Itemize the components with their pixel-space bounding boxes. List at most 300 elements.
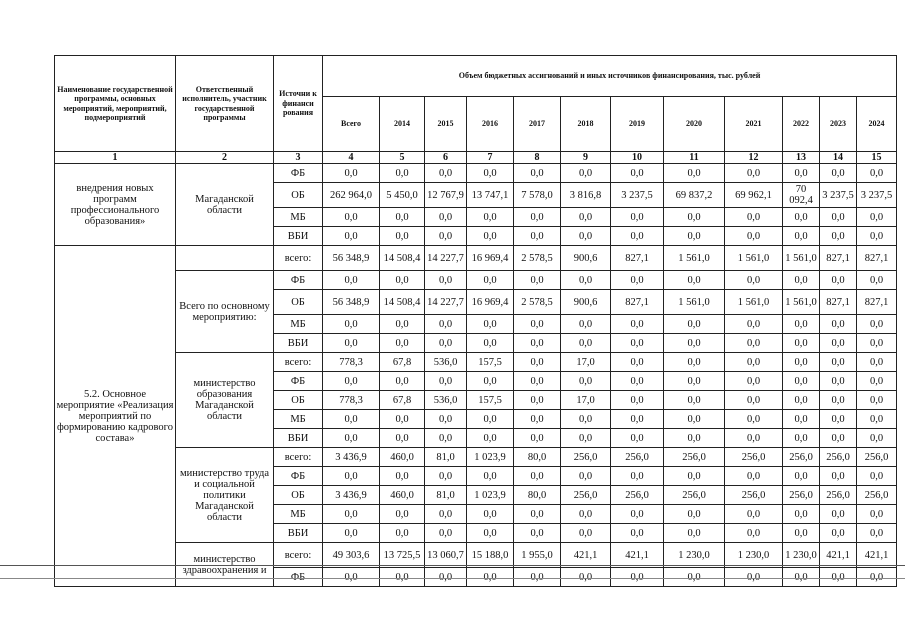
year-value-cell: 0,0 <box>380 334 425 353</box>
year-value-cell: 0,0 <box>857 391 897 410</box>
year-value-cell: 0,0 <box>467 568 514 587</box>
year-value-cell: 0,0 <box>611 410 664 429</box>
year-value-cell: 0,0 <box>783 467 820 486</box>
source-cell: ОБ <box>274 486 323 505</box>
year-value-cell: 0,0 <box>425 372 467 391</box>
year-value-cell: 256,0 <box>664 486 725 505</box>
year-value-cell: 0,0 <box>514 227 561 246</box>
total-cell: 262 964,0 <box>323 183 380 208</box>
year-value-cell: 256,0 <box>783 486 820 505</box>
source-cell: ВБИ <box>274 524 323 543</box>
year-value-cell: 0,0 <box>611 227 664 246</box>
header-budget-group: Объем бюджетных ассигнований и иных источников финансирования, тыс. рублей <box>323 56 897 97</box>
year-value-cell: 0,0 <box>857 227 897 246</box>
year-value-cell: 0,0 <box>514 410 561 429</box>
year-value-cell: 0,0 <box>514 353 561 372</box>
header-year: 2021 <box>725 97 783 152</box>
year-value-cell: 0,0 <box>725 164 783 183</box>
total-cell: 56 348,9 <box>323 290 380 315</box>
year-value-cell: 256,0 <box>664 448 725 467</box>
header-year: 2020 <box>664 97 725 152</box>
year-value-cell: 536,0 <box>425 353 467 372</box>
source-cell: МБ <box>274 208 323 227</box>
year-value-cell: 0,0 <box>725 227 783 246</box>
year-value-cell: 0,0 <box>467 208 514 227</box>
year-value-cell: 0,0 <box>380 429 425 448</box>
total-cell: 0,0 <box>323 505 380 524</box>
year-value-cell: 0,0 <box>783 271 820 290</box>
year-value-cell: 0,0 <box>611 391 664 410</box>
year-value-cell: 0,0 <box>514 208 561 227</box>
year-value-cell: 0,0 <box>664 524 725 543</box>
executor-cell <box>176 246 274 271</box>
year-value-cell: 0,0 <box>664 227 725 246</box>
year-value-cell: 3 237,5 <box>820 183 857 208</box>
year-value-cell: 0,0 <box>783 524 820 543</box>
year-value-cell: 0,0 <box>467 467 514 486</box>
header-year: 2019 <box>611 97 664 152</box>
year-value-cell: 1 023,9 <box>467 448 514 467</box>
total-cell: 0,0 <box>323 467 380 486</box>
year-value-cell: 0,0 <box>425 524 467 543</box>
year-value-cell: 3 816,8 <box>561 183 611 208</box>
year-value-cell: 70 092,4 <box>783 183 820 208</box>
column-number: 1 <box>55 152 176 164</box>
year-value-cell: 69 962,1 <box>725 183 783 208</box>
year-value-cell: 0,0 <box>857 505 897 524</box>
year-value-cell: 0,0 <box>514 505 561 524</box>
year-value-cell: 0,0 <box>425 227 467 246</box>
year-value-cell: 0,0 <box>857 271 897 290</box>
year-value-cell: 0,0 <box>425 334 467 353</box>
year-value-cell: 0,0 <box>425 568 467 587</box>
year-value-cell: 13 725,5 <box>380 543 425 568</box>
year-value-cell: 67,8 <box>380 353 425 372</box>
header-name: Наименование государственной программы, основных мероприятий, мероприятий, подмероприятий <box>55 56 176 152</box>
year-value-cell: 0,0 <box>467 410 514 429</box>
column-number: 7 <box>467 152 514 164</box>
year-value-cell: 0,0 <box>783 227 820 246</box>
total-cell: 56 348,9 <box>323 246 380 271</box>
year-value-cell: 827,1 <box>857 290 897 315</box>
year-value-cell: 0,0 <box>611 271 664 290</box>
year-value-cell: 0,0 <box>820 429 857 448</box>
year-value-cell: 0,0 <box>425 505 467 524</box>
column-number: 6 <box>425 152 467 164</box>
year-value-cell: 0,0 <box>664 372 725 391</box>
year-value-cell: 14 508,4 <box>380 290 425 315</box>
program-name-cell: внедрения новых программ профессионального образования» <box>55 164 176 246</box>
year-value-cell: 0,0 <box>725 391 783 410</box>
year-value-cell: 1 561,0 <box>664 246 725 271</box>
column-number: 5 <box>380 152 425 164</box>
year-value-cell: 0,0 <box>725 524 783 543</box>
year-value-cell: 0,0 <box>611 315 664 334</box>
source-cell: ФБ <box>274 271 323 290</box>
column-number: 14 <box>820 152 857 164</box>
column-number: 13 <box>783 152 820 164</box>
year-value-cell: 0,0 <box>820 524 857 543</box>
total-cell: 0,0 <box>323 227 380 246</box>
year-value-cell: 0,0 <box>820 164 857 183</box>
year-value-cell: 1 230,0 <box>664 543 725 568</box>
year-value-cell: 827,1 <box>820 290 857 315</box>
year-value-cell: 0,0 <box>561 410 611 429</box>
year-value-cell: 0,0 <box>783 505 820 524</box>
source-cell: МБ <box>274 505 323 524</box>
year-value-cell: 0,0 <box>561 271 611 290</box>
year-value-cell: 256,0 <box>611 448 664 467</box>
year-value-cell: 0,0 <box>561 372 611 391</box>
year-value-cell: 0,0 <box>783 391 820 410</box>
year-value-cell: 0,0 <box>857 353 897 372</box>
year-value-cell: 0,0 <box>611 164 664 183</box>
source-cell: ФБ <box>274 568 323 587</box>
source-cell: ФБ <box>274 467 323 486</box>
source-cell: ВБИ <box>274 334 323 353</box>
total-cell: 0,0 <box>323 410 380 429</box>
year-value-cell: 0,0 <box>467 271 514 290</box>
year-value-cell: 0,0 <box>611 524 664 543</box>
year-value-cell: 1 230,0 <box>725 543 783 568</box>
source-cell: всего: <box>274 353 323 372</box>
year-value-cell: 1 561,0 <box>725 290 783 315</box>
year-value-cell: 0,0 <box>820 271 857 290</box>
source-cell: ФБ <box>274 164 323 183</box>
year-value-cell: 0,0 <box>857 524 897 543</box>
year-value-cell: 0,0 <box>514 164 561 183</box>
total-cell: 778,3 <box>323 391 380 410</box>
year-value-cell: 0,0 <box>857 164 897 183</box>
year-value-cell: 0,0 <box>380 467 425 486</box>
column-number: 8 <box>514 152 561 164</box>
year-value-cell: 0,0 <box>664 391 725 410</box>
year-value-cell: 0,0 <box>857 334 897 353</box>
year-value-cell: 421,1 <box>561 543 611 568</box>
total-cell: 0,0 <box>323 524 380 543</box>
executor-cell: Всего по основному мероприятию: <box>176 271 274 353</box>
year-value-cell: 0,0 <box>611 372 664 391</box>
year-value-cell: 0,0 <box>783 410 820 429</box>
table-row <box>55 271 897 290</box>
header-year: 2023 <box>820 97 857 152</box>
year-value-cell: 0,0 <box>611 208 664 227</box>
year-value-cell: 0,0 <box>425 271 467 290</box>
year-value-cell: 7 578,0 <box>514 183 561 208</box>
year-value-cell: 0,0 <box>857 208 897 227</box>
year-value-cell: 14 508,4 <box>380 246 425 271</box>
executor-cell: Магаданской области <box>176 164 274 246</box>
header-year: 2024 <box>857 97 897 152</box>
year-value-cell: 0,0 <box>820 505 857 524</box>
year-value-cell: 0,0 <box>561 524 611 543</box>
source-cell: МБ <box>274 410 323 429</box>
year-value-cell: 0,0 <box>725 410 783 429</box>
year-value-cell: 0,0 <box>820 372 857 391</box>
year-value-cell: 256,0 <box>857 448 897 467</box>
year-value-cell: 0,0 <box>380 410 425 429</box>
year-value-cell: 0,0 <box>561 429 611 448</box>
year-value-cell: 5 450,0 <box>380 183 425 208</box>
year-value-cell: 0,0 <box>725 568 783 587</box>
header-year: 2014 <box>380 97 425 152</box>
header-total: Всего <box>323 97 380 152</box>
year-value-cell: 2 578,5 <box>514 290 561 315</box>
year-value-cell: 0,0 <box>561 334 611 353</box>
year-value-cell: 0,0 <box>611 353 664 372</box>
year-value-cell: 0,0 <box>514 315 561 334</box>
year-value-cell: 1 561,0 <box>664 290 725 315</box>
year-value-cell: 0,0 <box>857 467 897 486</box>
year-value-cell: 0,0 <box>857 568 897 587</box>
year-value-cell: 0,0 <box>857 372 897 391</box>
year-value-cell: 157,5 <box>467 391 514 410</box>
header-year: 2018 <box>561 97 611 152</box>
year-value-cell: 0,0 <box>664 208 725 227</box>
year-value-cell: 460,0 <box>380 448 425 467</box>
year-value-cell: 0,0 <box>857 429 897 448</box>
year-value-cell: 0,0 <box>725 353 783 372</box>
year-value-cell: 0,0 <box>425 315 467 334</box>
table-row <box>55 246 897 271</box>
year-value-cell: 256,0 <box>820 486 857 505</box>
total-cell: 0,0 <box>323 315 380 334</box>
source-cell: МБ <box>274 315 323 334</box>
table-row <box>55 353 897 372</box>
total-cell: 0,0 <box>323 568 380 587</box>
year-value-cell: 0,0 <box>857 315 897 334</box>
year-value-cell: 0,0 <box>380 315 425 334</box>
year-value-cell: 0,0 <box>664 271 725 290</box>
source-cell: ВБИ <box>274 227 323 246</box>
year-value-cell: 0,0 <box>857 410 897 429</box>
year-value-cell: 0,0 <box>514 372 561 391</box>
year-value-cell: 69 837,2 <box>664 183 725 208</box>
year-value-cell: 0,0 <box>380 524 425 543</box>
year-value-cell: 3 237,5 <box>857 183 897 208</box>
year-value-cell: 0,0 <box>611 429 664 448</box>
column-number: 9 <box>561 152 611 164</box>
total-cell: 0,0 <box>323 164 380 183</box>
year-value-cell: 1 023,9 <box>467 486 514 505</box>
year-value-cell: 81,0 <box>425 448 467 467</box>
year-value-cell: 0,0 <box>820 467 857 486</box>
year-value-cell: 0,0 <box>820 410 857 429</box>
year-value-cell: 0,0 <box>425 467 467 486</box>
year-value-cell: 0,0 <box>664 467 725 486</box>
year-value-cell: 0,0 <box>725 315 783 334</box>
year-value-cell: 0,0 <box>664 334 725 353</box>
year-value-cell: 3 237,5 <box>611 183 664 208</box>
total-cell: 0,0 <box>323 429 380 448</box>
year-value-cell: 0,0 <box>467 505 514 524</box>
year-value-cell: 0,0 <box>380 372 425 391</box>
year-value-cell: 0,0 <box>664 410 725 429</box>
year-value-cell: 0,0 <box>514 391 561 410</box>
header-year: 2022 <box>783 97 820 152</box>
source-cell: ВБИ <box>274 429 323 448</box>
year-value-cell: 0,0 <box>783 315 820 334</box>
year-value-cell: 0,0 <box>611 505 664 524</box>
year-value-cell: 0,0 <box>664 505 725 524</box>
year-value-cell: 0,0 <box>611 467 664 486</box>
year-value-cell: 0,0 <box>783 372 820 391</box>
year-value-cell: 17,0 <box>561 391 611 410</box>
column-number: 10 <box>611 152 664 164</box>
table-row <box>55 448 897 467</box>
year-value-cell: 0,0 <box>783 208 820 227</box>
year-value-cell: 0,0 <box>664 164 725 183</box>
year-value-cell: 1 561,0 <box>725 246 783 271</box>
header-source: Источни к финанси рования <box>274 56 323 152</box>
source-cell: ОБ <box>274 391 323 410</box>
year-value-cell: 421,1 <box>857 543 897 568</box>
year-value-cell: 256,0 <box>561 486 611 505</box>
year-value-cell: 0,0 <box>467 524 514 543</box>
year-value-cell: 0,0 <box>664 568 725 587</box>
column-number: 15 <box>857 152 897 164</box>
year-value-cell: 460,0 <box>380 486 425 505</box>
year-value-cell: 0,0 <box>467 372 514 391</box>
table-row <box>55 543 897 568</box>
year-value-cell: 0,0 <box>611 568 664 587</box>
table-row <box>55 164 897 183</box>
year-value-cell: 0,0 <box>380 164 425 183</box>
year-value-cell: 0,0 <box>725 372 783 391</box>
total-cell: 0,0 <box>323 271 380 290</box>
year-value-cell: 421,1 <box>611 543 664 568</box>
year-value-cell: 1 230,0 <box>783 543 820 568</box>
year-value-cell: 0,0 <box>561 227 611 246</box>
year-value-cell: 827,1 <box>611 290 664 315</box>
year-value-cell: 157,5 <box>467 353 514 372</box>
year-value-cell: 0,0 <box>467 164 514 183</box>
executor-cell: министерство образования Магаданской области <box>176 353 274 448</box>
year-value-cell: 0,0 <box>725 334 783 353</box>
year-value-cell: 67,8 <box>380 391 425 410</box>
year-value-cell: 2 578,5 <box>514 246 561 271</box>
year-value-cell: 0,0 <box>664 315 725 334</box>
year-value-cell: 0,0 <box>561 315 611 334</box>
executor-cell: министерство труда и социальной политики Магаданской области <box>176 448 274 543</box>
total-cell: 3 436,9 <box>323 448 380 467</box>
column-number: 3 <box>274 152 323 164</box>
year-value-cell: 0,0 <box>425 410 467 429</box>
year-value-cell: 15 188,0 <box>467 543 514 568</box>
year-value-cell: 0,0 <box>783 429 820 448</box>
year-value-cell: 0,0 <box>561 164 611 183</box>
year-value-cell: 0,0 <box>725 429 783 448</box>
page-edge-line <box>0 565 905 566</box>
year-value-cell: 0,0 <box>820 208 857 227</box>
year-value-cell: 0,0 <box>514 271 561 290</box>
year-value-cell: 900,6 <box>561 246 611 271</box>
source-cell: ФБ <box>274 372 323 391</box>
year-value-cell: 256,0 <box>857 486 897 505</box>
year-value-cell: 16 969,4 <box>467 246 514 271</box>
year-value-cell: 14 227,7 <box>425 290 467 315</box>
year-value-cell: 0,0 <box>425 208 467 227</box>
source-cell: всего: <box>274 246 323 271</box>
year-value-cell: 421,1 <box>820 543 857 568</box>
column-number: 12 <box>725 152 783 164</box>
year-value-cell: 0,0 <box>380 505 425 524</box>
year-value-cell: 0,0 <box>664 353 725 372</box>
year-value-cell: 0,0 <box>783 353 820 372</box>
total-cell: 49 303,6 <box>323 543 380 568</box>
header-executor: Ответственный исполнитель, участник государственной программы <box>176 56 274 152</box>
year-value-cell: 0,0 <box>514 467 561 486</box>
executor-cell: министерство здравоохранения и <box>176 543 274 587</box>
total-cell: 0,0 <box>323 372 380 391</box>
year-value-cell: 0,0 <box>820 391 857 410</box>
year-value-cell: 0,0 <box>783 568 820 587</box>
total-cell: 3 436,9 <box>323 486 380 505</box>
year-value-cell: 12 767,9 <box>425 183 467 208</box>
header-year: 2015 <box>425 97 467 152</box>
year-value-cell: 256,0 <box>611 486 664 505</box>
year-value-cell: 1 955,0 <box>514 543 561 568</box>
year-value-cell: 900,6 <box>561 290 611 315</box>
year-value-cell: 827,1 <box>611 246 664 271</box>
year-value-cell: 81,0 <box>425 486 467 505</box>
year-value-cell: 256,0 <box>725 448 783 467</box>
year-value-cell: 0,0 <box>725 505 783 524</box>
column-number: 11 <box>664 152 725 164</box>
year-value-cell: 0,0 <box>514 334 561 353</box>
year-value-cell: 0,0 <box>514 524 561 543</box>
year-value-cell: 0,0 <box>725 467 783 486</box>
year-value-cell: 13 060,7 <box>425 543 467 568</box>
year-value-cell: 0,0 <box>380 208 425 227</box>
year-value-cell: 256,0 <box>783 448 820 467</box>
year-value-cell: 0,0 <box>380 271 425 290</box>
year-value-cell: 0,0 <box>425 429 467 448</box>
year-value-cell: 0,0 <box>611 334 664 353</box>
year-value-cell: 0,0 <box>561 568 611 587</box>
year-value-cell: 0,0 <box>561 467 611 486</box>
total-cell: 0,0 <box>323 208 380 227</box>
source-cell: ОБ <box>274 183 323 208</box>
year-value-cell: 0,0 <box>380 568 425 587</box>
column-number: 4 <box>323 152 380 164</box>
year-value-cell: 17,0 <box>561 353 611 372</box>
column-number: 2 <box>176 152 274 164</box>
year-value-cell: 0,0 <box>467 227 514 246</box>
year-value-cell: 256,0 <box>725 486 783 505</box>
year-value-cell: 536,0 <box>425 391 467 410</box>
year-value-cell: 13 747,1 <box>467 183 514 208</box>
year-value-cell: 0,0 <box>380 227 425 246</box>
year-value-cell: 0,0 <box>467 315 514 334</box>
source-cell: всего: <box>274 543 323 568</box>
source-cell: ОБ <box>274 290 323 315</box>
year-value-cell: 1 561,0 <box>783 290 820 315</box>
year-value-cell: 0,0 <box>514 568 561 587</box>
year-value-cell: 0,0 <box>820 334 857 353</box>
year-value-cell: 0,0 <box>425 164 467 183</box>
year-value-cell: 0,0 <box>820 315 857 334</box>
year-value-cell: 80,0 <box>514 448 561 467</box>
year-value-cell: 0,0 <box>783 164 820 183</box>
year-value-cell: 0,0 <box>664 429 725 448</box>
year-value-cell: 256,0 <box>820 448 857 467</box>
header-year: 2016 <box>467 97 514 152</box>
year-value-cell: 0,0 <box>561 505 611 524</box>
year-value-cell: 0,0 <box>467 429 514 448</box>
year-value-cell: 16 969,4 <box>467 290 514 315</box>
year-value-cell: 827,1 <box>857 246 897 271</box>
